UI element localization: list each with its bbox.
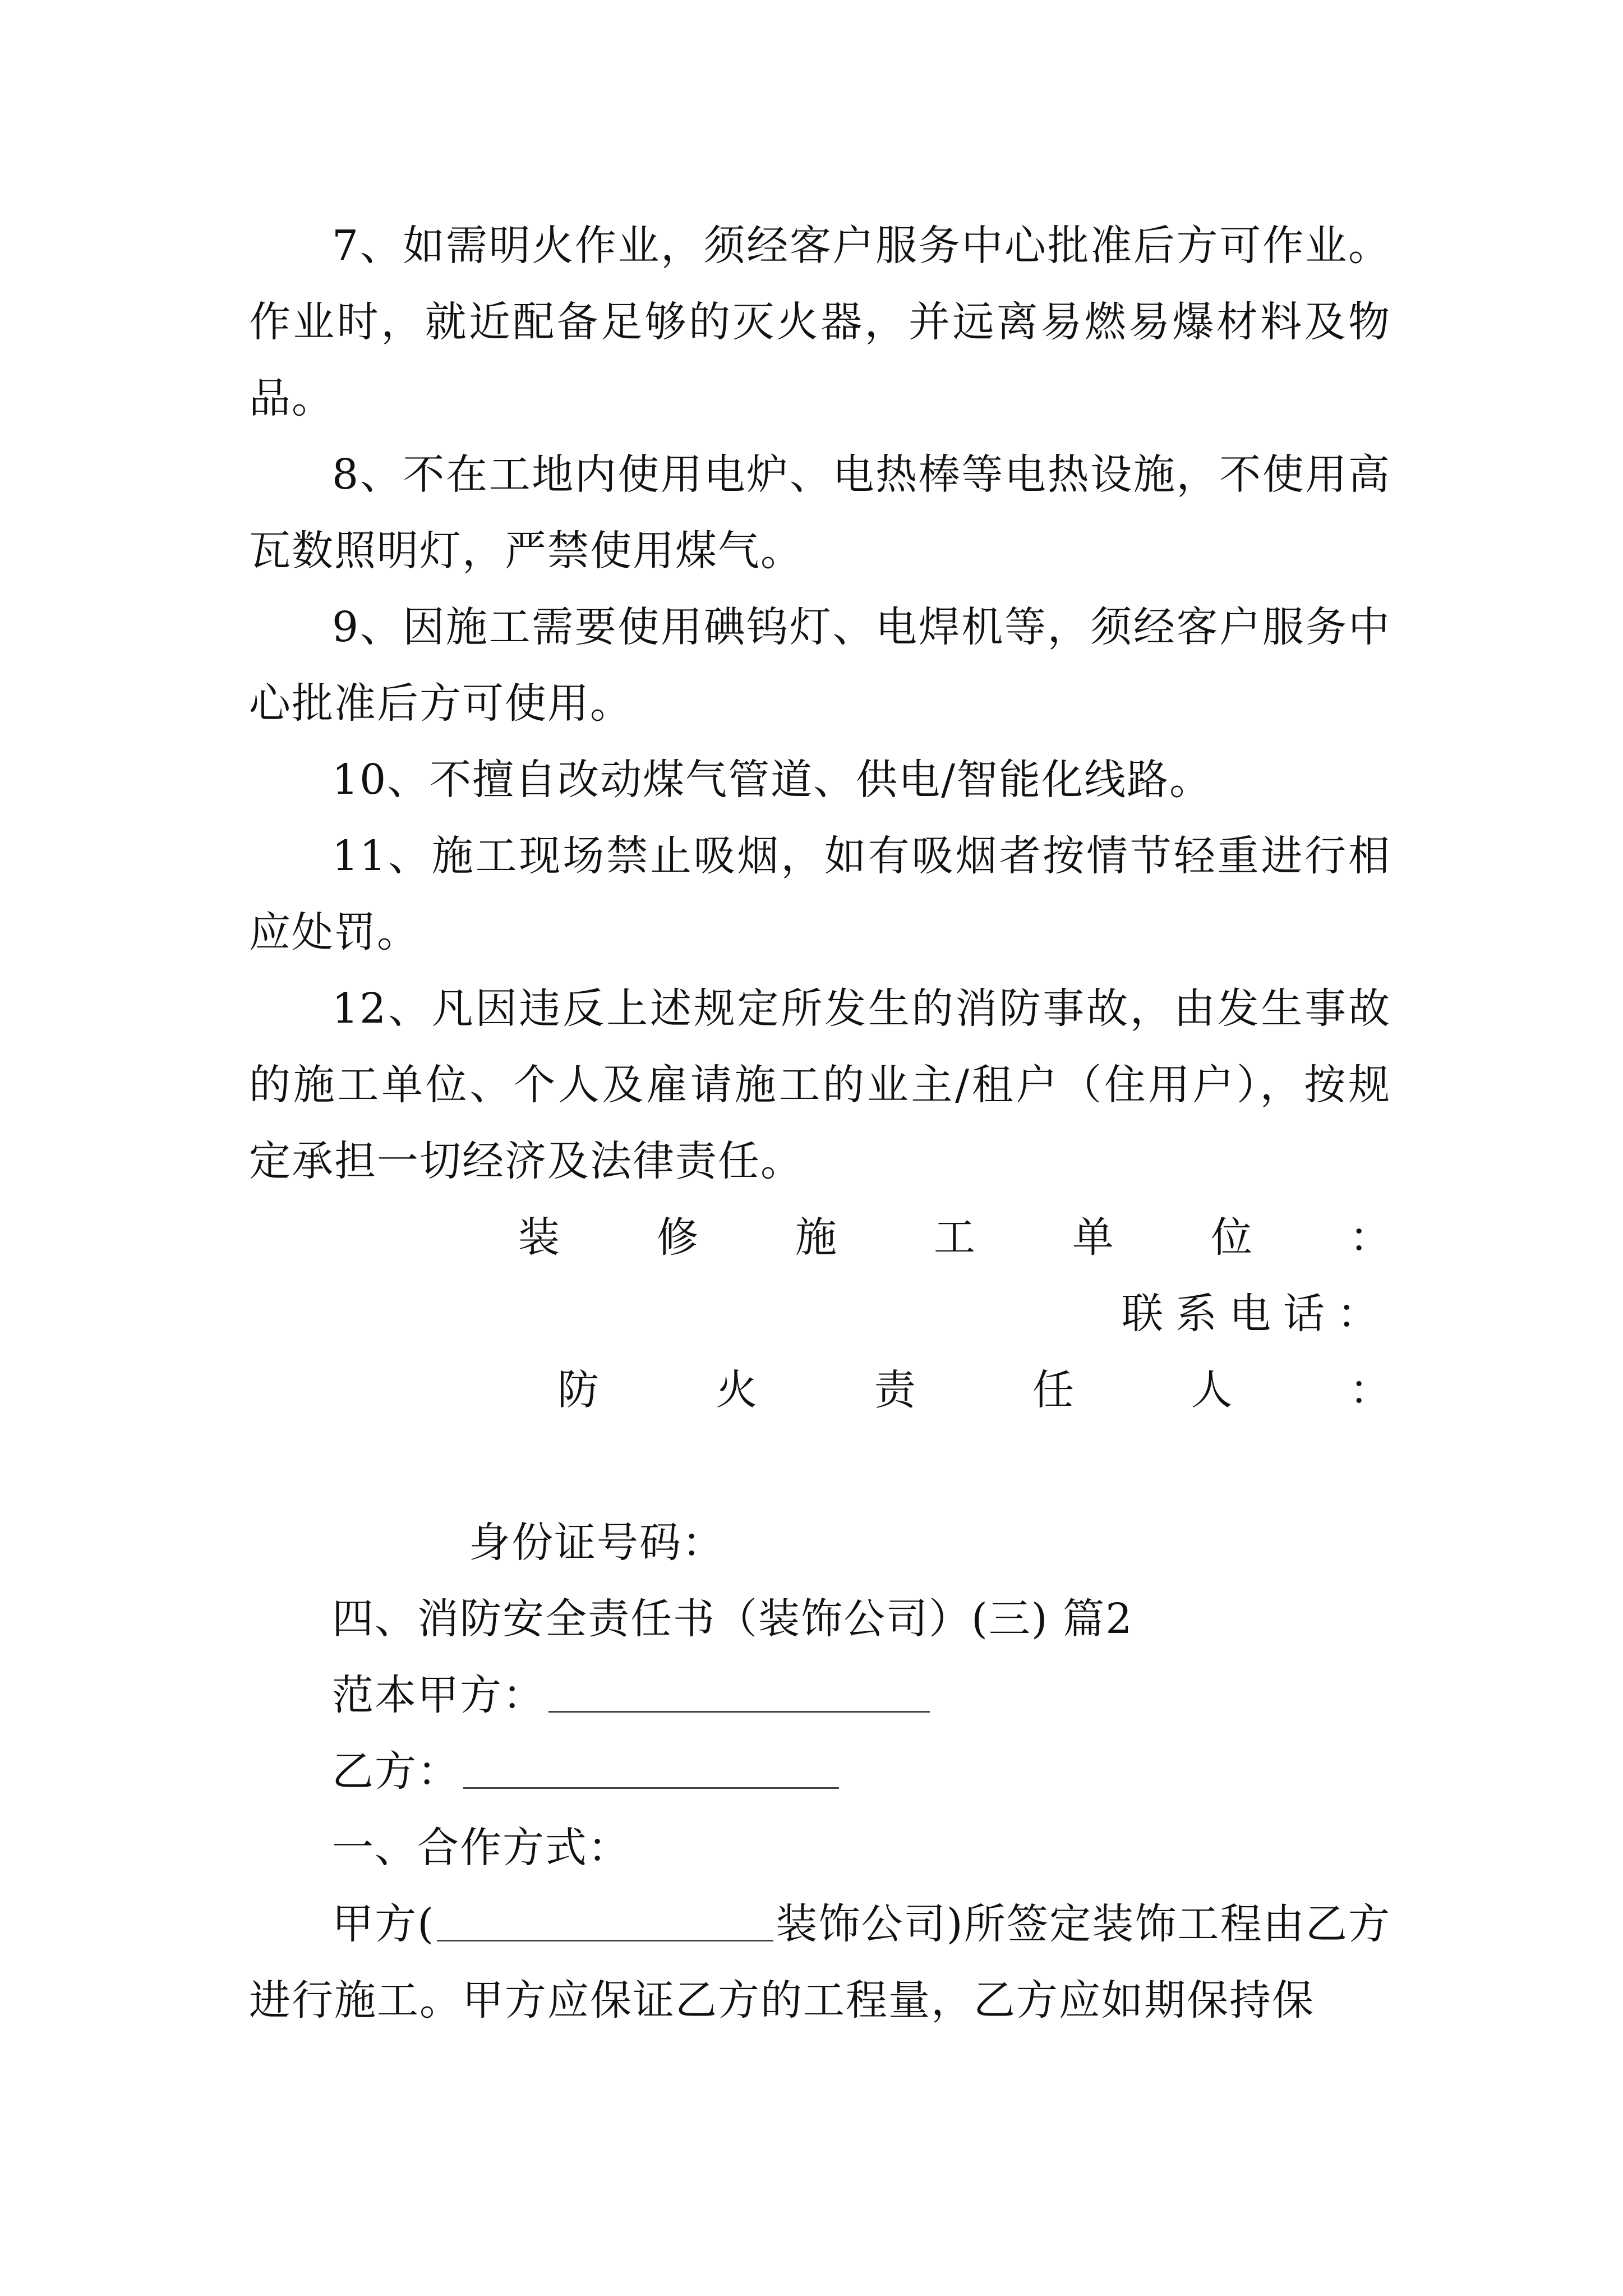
- cooperation-paragraph: [249, 1886, 1391, 2039]
- fire-char: ：: [1349, 1366, 1391, 1414]
- unit-char: 工: [934, 1213, 975, 1262]
- fire-char: 火: [716, 1366, 758, 1414]
- clause-7: 7、如需明火作业，须经客户服务中心批准后方可作业。作业时，就近配备足够的灭火器，并远离易燃易爆材料及物品。: [249, 222, 1391, 422]
- clause-8: 8、不在工地内使用电炉、电热棒等电热设施，不使用高瓦数照明灯，严禁使用煤气。: [249, 450, 1391, 575]
- fire-char: 任: [1032, 1366, 1075, 1414]
- document-body: [249, 208, 1391, 2039]
- party-a-line: [249, 1657, 1391, 1733]
- phone-label: 联系电话：: [1122, 1290, 1391, 1338]
- party-a-label: 范本甲方：: [332, 1671, 545, 1719]
- unit-char: ：: [1349, 1213, 1391, 1262]
- clause-12: 12、凡因违反上述规定所发生的消防事故，由发生事故的施工单位、个人及雇请施工的业主/租户（住用户），按规定承担一切经济及法律责任。: [249, 984, 1391, 1185]
- unit-char: 施: [795, 1213, 837, 1262]
- party-b-blank[interactable]: [463, 1755, 839, 1789]
- id-number-label: 身份证号码：: [469, 1519, 725, 1567]
- party-b-line: [249, 1733, 1391, 1810]
- fire-char: 防: [557, 1366, 599, 1414]
- coop-prefix: 甲方(: [332, 1900, 435, 1948]
- party-b-label: 乙方：: [332, 1747, 460, 1796]
- fire-char: 责: [874, 1366, 916, 1414]
- unit-char: 位: [1211, 1213, 1252, 1262]
- unit-char: 修: [657, 1213, 698, 1262]
- clause-10: 10、不擅自改动煤气管道、供电/智能化线路。: [332, 756, 1212, 804]
- fire-char: 人: [1191, 1366, 1233, 1414]
- unit-char: 单: [1072, 1213, 1114, 1262]
- cooperation-heading: 一、合作方式：: [332, 1824, 630, 1872]
- party-a-blank[interactable]: [548, 1678, 930, 1713]
- fire-responsible-line: [249, 1352, 1391, 1428]
- section-heading: 四、消防安全责任书（装饰公司）(三) 篇2: [332, 1595, 1133, 1643]
- clause-11: 11、施工现场禁止吸烟，如有吸烟者按情节轻重进行相应处罚。: [249, 832, 1391, 956]
- coop-text: 装饰公司)所签定装饰工程由乙方进行施工。甲方应保证乙方的工程量，乙方应如期保持保: [249, 1900, 1391, 2024]
- company-name-blank[interactable]: [437, 1907, 773, 1941]
- clause-9: 9、因施工需要使用碘钨灯、电焊机等，须经客户服务中心批准后方可使用。: [249, 603, 1391, 728]
- spacer: [249, 1428, 1391, 1504]
- construction-unit-line: [249, 1199, 1391, 1276]
- unit-char: 装: [518, 1213, 560, 1262]
